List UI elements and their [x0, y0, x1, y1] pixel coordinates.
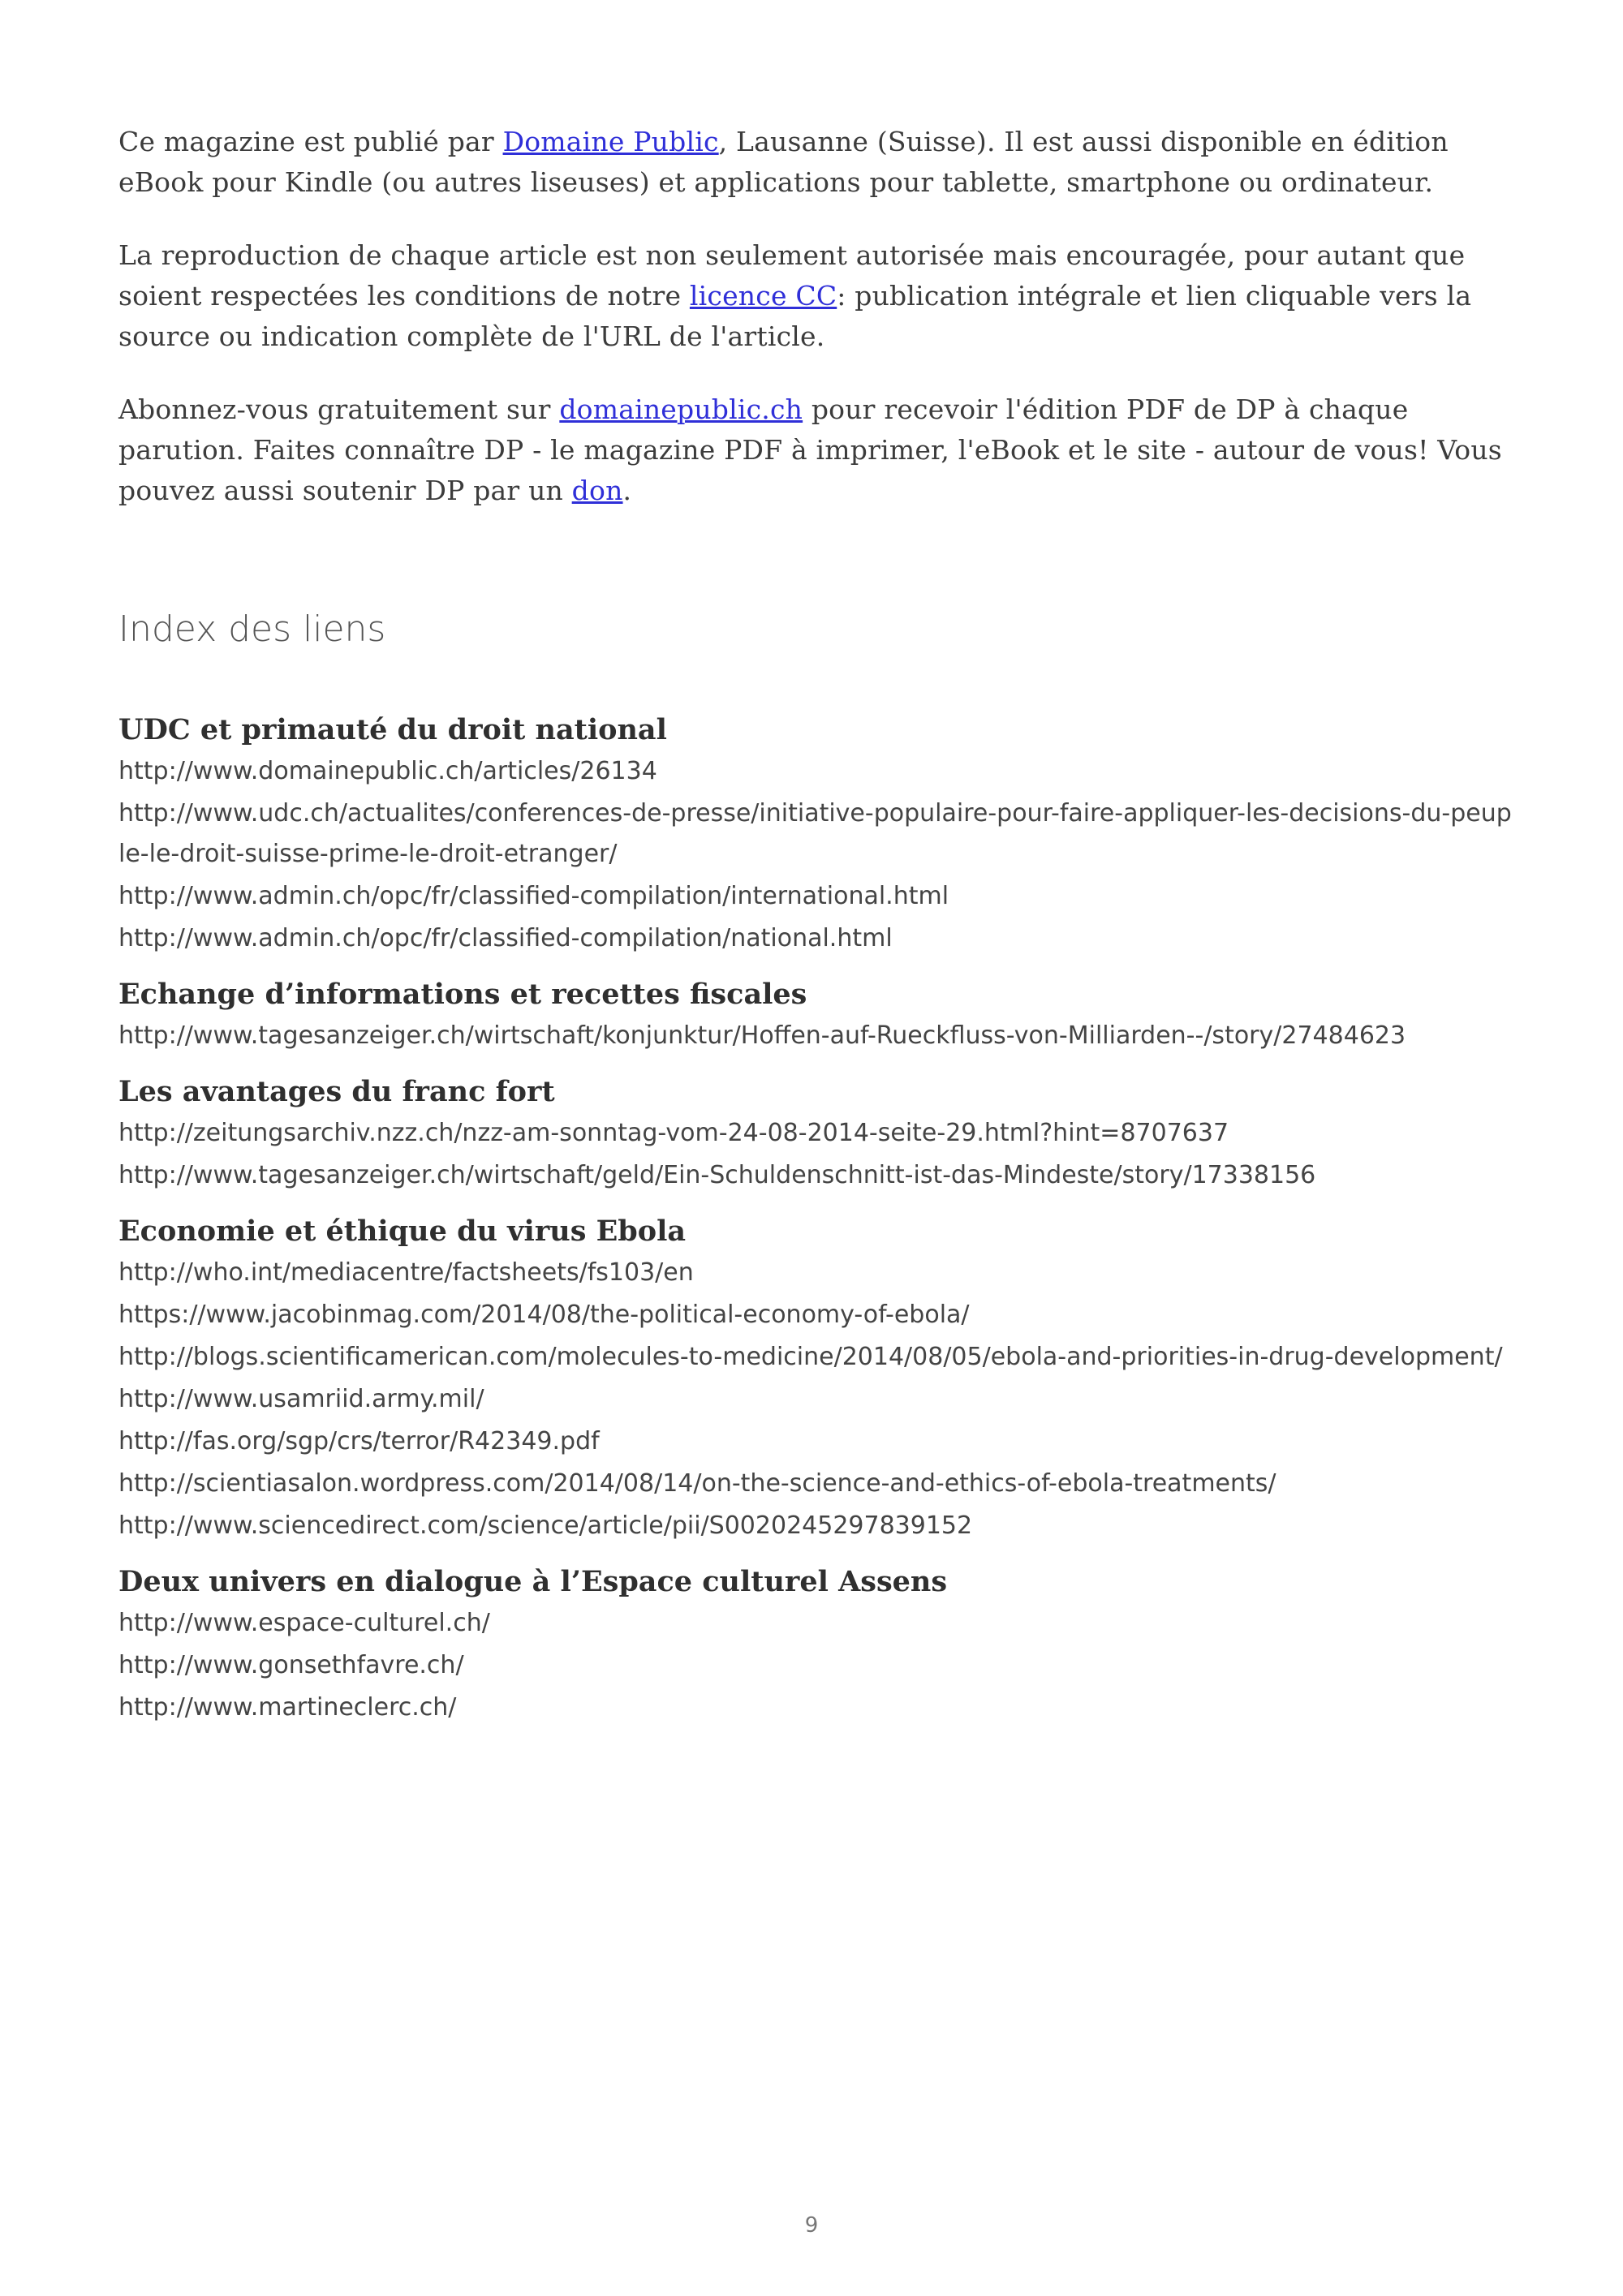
licence-cc-link[interactable]: licence CC — [689, 280, 837, 312]
link-index — [118, 709, 1514, 1728]
page-number: 9 — [804, 2213, 819, 2238]
section-title: UDC et primauté du droit national — [118, 713, 667, 746]
intro-paragraph-publisher — [118, 122, 1514, 203]
link-url[interactable]: https://www.jacobinmag.com/2014/08/the-political-economy-of-ebola/ — [118, 1301, 970, 1329]
link-url[interactable]: http://www.martineclerc.ch/ — [118, 1693, 457, 1722]
link-url[interactable]: http://scientiasalon.wordpress.com/2014/08/14/on-the-science-and-ethics-of-ebola-treatments/ — [118, 1469, 1276, 1498]
intro-text: : publication intégrale et lien cliquable vers la source ou indication complète de l'URL de l'article. — [118, 280, 1472, 352]
link-url[interactable]: http://fas.org/sgp/crs/terror/R42349.pdf — [118, 1427, 600, 1455]
link-section — [118, 1561, 1514, 1728]
index-title: Index des liens — [118, 608, 386, 650]
link-url[interactable]: http://www.sciencedirect.com/science/article/pii/S0020245297839152 — [118, 1511, 973, 1540]
link-url[interactable]: http://who.int/mediacentre/factsheets/fs103/en — [118, 1258, 694, 1287]
domainepublic-link[interactable]: domainepublic.ch — [559, 393, 803, 425]
link-url[interactable]: http://www.admin.ch/opc/fr/classified-compilation/national.html — [118, 924, 893, 952]
link-url[interactable]: http://www.usamriid.army.mil/ — [118, 1385, 484, 1413]
link-url[interactable]: http://www.tagesanzeiger.ch/wirtschaft/geld/Ein-Schuldenschnitt-ist-das-Mindeste/story/17338156 — [118, 1161, 1316, 1189]
document-page — [118, 122, 1514, 1743]
intro-text: , Lausanne (Suisse). Il est aussi disponible en édition eBook pour Kindle (ou autres liseuses) et applications pour tablette, smartphone ou ordinateur. — [118, 126, 1449, 198]
link-url[interactable]: http://www.admin.ch/opc/fr/classified-compilation/international.html — [118, 882, 949, 910]
domaine-public-link[interactable]: Domaine Public — [502, 126, 719, 157]
donation-link[interactable]: don — [571, 475, 623, 506]
intro-text: . — [622, 475, 632, 506]
section-title: Deux univers en dialogue à l’Espace culturel Assens — [118, 1565, 948, 1598]
link-url[interactable]: http://www.tagesanzeiger.ch/wirtschaft/konjunktur/Hoffen-auf-Rueckfluss-von-Milliarden--/story/27484623 — [118, 1021, 1406, 1050]
intro-text: pour recevoir l'édition PDF de DP à chaque parution. Faites connaître DP - le magazine PDF à imprimer, l'eBook et le site - autour de vous! Vous pouvez aussi soutenir DP par un — [118, 393, 1502, 506]
intro-paragraph-license — [118, 235, 1514, 357]
link-url[interactable]: http://www.udc.ch/actualites/conferences-de-presse/initiative-populaire-pour-faire-appliquer-les-decisions-du-peuple-le-droit-suisse-prime-le-droit-etranger/ — [118, 799, 1512, 868]
link-url[interactable]: http://www.domainepublic.ch/articles/26134 — [118, 757, 657, 785]
intro-text: Ce magazine est publié par — [118, 126, 503, 157]
link-url[interactable]: http://www.espace-culturel.ch/ — [118, 1609, 490, 1637]
link-section — [118, 974, 1514, 1056]
link-url[interactable]: http://www.gonsethfavre.ch/ — [118, 1651, 464, 1679]
section-title: Echange d’informations et recettes fiscales — [118, 978, 807, 1011]
link-section — [118, 1071, 1514, 1196]
intro-text: La reproduction de chaque article est non seulement autorisée mais encouragée, pour autant que soient respectées les conditions de notre — [118, 239, 1466, 312]
link-section — [118, 1210, 1514, 1546]
link-url[interactable]: http://zeitungsarchiv.nzz.ch/nzz-am-sonntag-vom-24-08-2014-seite-29.html?hint=8707637 — [118, 1119, 1229, 1147]
link-section — [118, 709, 1514, 959]
intro-text: Abonnez-vous gratuitement sur — [118, 393, 560, 425]
section-title: Economie et éthique du virus Ebola — [118, 1215, 687, 1248]
section-title: Les avantages du franc fort — [118, 1075, 555, 1108]
intro-paragraph-subscribe — [118, 389, 1514, 511]
link-url[interactable]: http://blogs.scientificamerican.com/molecules-to-medicine/2014/08/05/ebola-and-priorities-in-drug-development/ — [118, 1343, 1503, 1371]
